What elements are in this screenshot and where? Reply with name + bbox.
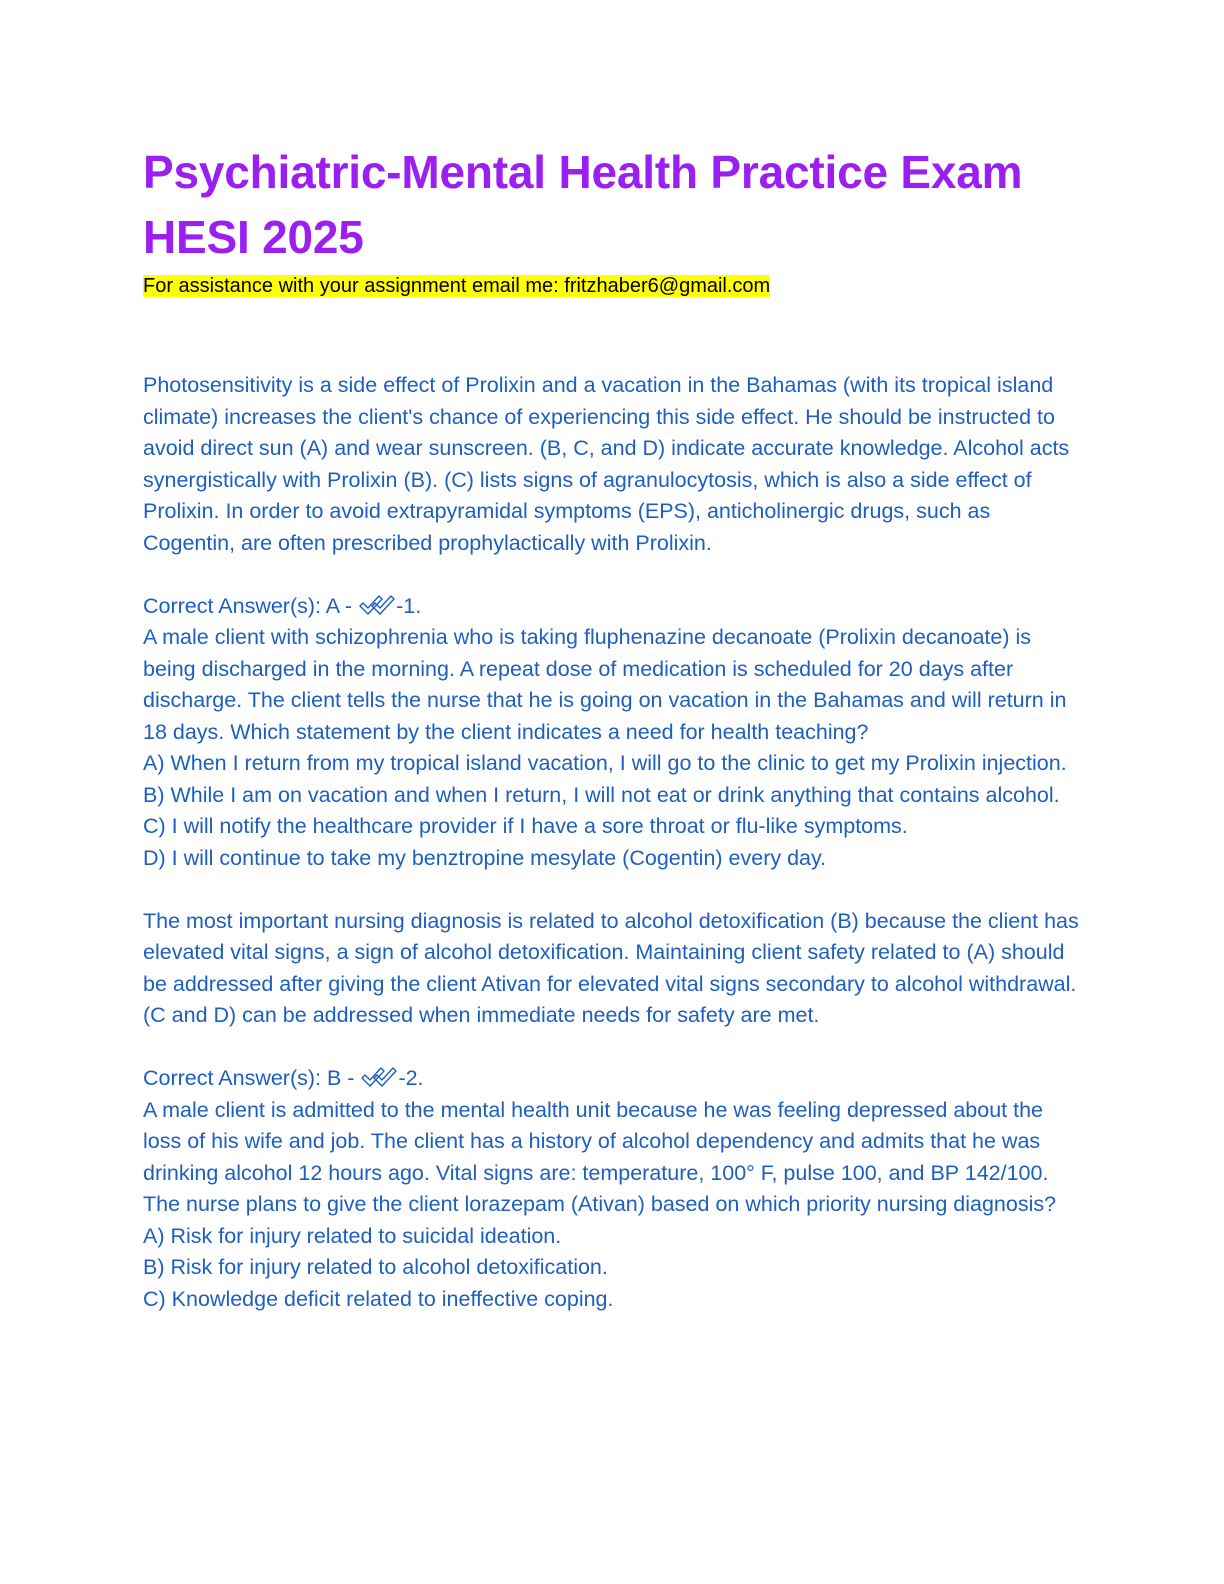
question-1: A male client with schizophrenia who is taking fluphenazine decanoate (Prolixin decanoate) is being discharged in the morning. A repeat dose of medication is scheduled for 20 days after discharge. The client tells the nurse that he is going on vacation in the Bahamas and will return in 18 days. Which statement by the client indicates a need for health teaching? bbox=[143, 625, 1067, 744]
explanation-2: The most important nursing diagnosis is related to alcohol detoxification (B) because the client has elevated vital signs, a sign of alcohol detoxification. Maintaining client safety related to (A) should be addressed after giving the client Ativan for elevated vital signs secondary to alcohol withdrawal. (C and D) can be addressed when immediate needs for safety are met. bbox=[143, 908, 1079, 1027]
answer-1-number: -1. bbox=[396, 593, 422, 618]
contact-note bbox=[143, 274, 1083, 298]
question-2-option-c: C) Knowledge deficit related to ineffective coping. bbox=[143, 1286, 614, 1311]
answer-2-number: -2. bbox=[398, 1066, 424, 1090]
question-2-option-b: B) Risk for injury related to alcohol detoxification. bbox=[143, 1255, 608, 1279]
correct-answer-2 bbox=[143, 1063, 1083, 1095]
document-page bbox=[143, 140, 1083, 1315]
double-check-icon bbox=[361, 1066, 397, 1088]
title-line-1: Psychiatric-Mental Health Practice Exam bbox=[143, 146, 1023, 198]
explanation-1: Photosensitivity is a side effect of Prolixin and a vacation in the Bahamas (with its tropical island climate) increases the client's chance of experiencing this side effect. He should be instructed to avoid direct sun (A) and wear sunscreen. (B, C, and D) indicate accurate knowledge. Alcohol acts synergistically with Prolixin (B). (C) lists signs of agranulocytosis, which is also a side effect of Prolixin. In order to avoid extrapyramidal symptoms (EPS), anticholinergic drugs, such as Cogentin, are often prescribed prophylactically with Prolixin. bbox=[143, 373, 1070, 555]
question-1-option-b: B) While I am on vacation and when I return, I will not eat or drink anything that contains alcohol. bbox=[143, 782, 1060, 807]
answer-1-label: Correct Answer(s): A - bbox=[143, 593, 353, 618]
title-line-2: HESI 2025 bbox=[143, 211, 364, 263]
question-1-option-a: A) When I return from my tropical island vacation, I will go to the clinic to get my Prolixin injection. bbox=[143, 751, 1067, 775]
question-1-option-d: D) I will continue to take my benztropine mesylate (Cogentin) every day. bbox=[143, 845, 827, 870]
document-title bbox=[143, 140, 1083, 270]
correct-answer-1 bbox=[143, 591, 1083, 623]
question-2-option-a: A) Risk for injury related to suicidal ideation. bbox=[143, 1223, 562, 1248]
question-1-option-c: C) I will notify the healthcare provider if I have a sore throat or flu-like symptoms. bbox=[143, 814, 908, 838]
question-block bbox=[143, 370, 1083, 1315]
double-check-icon bbox=[359, 594, 395, 616]
question-2: A male client is admitted to the mental health unit because he was feeling depressed about the loss of his wife and job. The client has a history of alcohol dependency and admits that he was drinking alcohol 12 hours ago. Vital signs are: temperature, 100° F, pulse 100, and BP 142/100. The nurse plans to give the client lorazepam (Ativan) based on which priority nursing diagnosis? bbox=[143, 1097, 1057, 1216]
contact-highlight: For assistance with your assignment email me: fritzhaber6@gmail.com bbox=[143, 275, 771, 297]
answer-2-label: Correct Answer(s): B - bbox=[143, 1066, 355, 1090]
